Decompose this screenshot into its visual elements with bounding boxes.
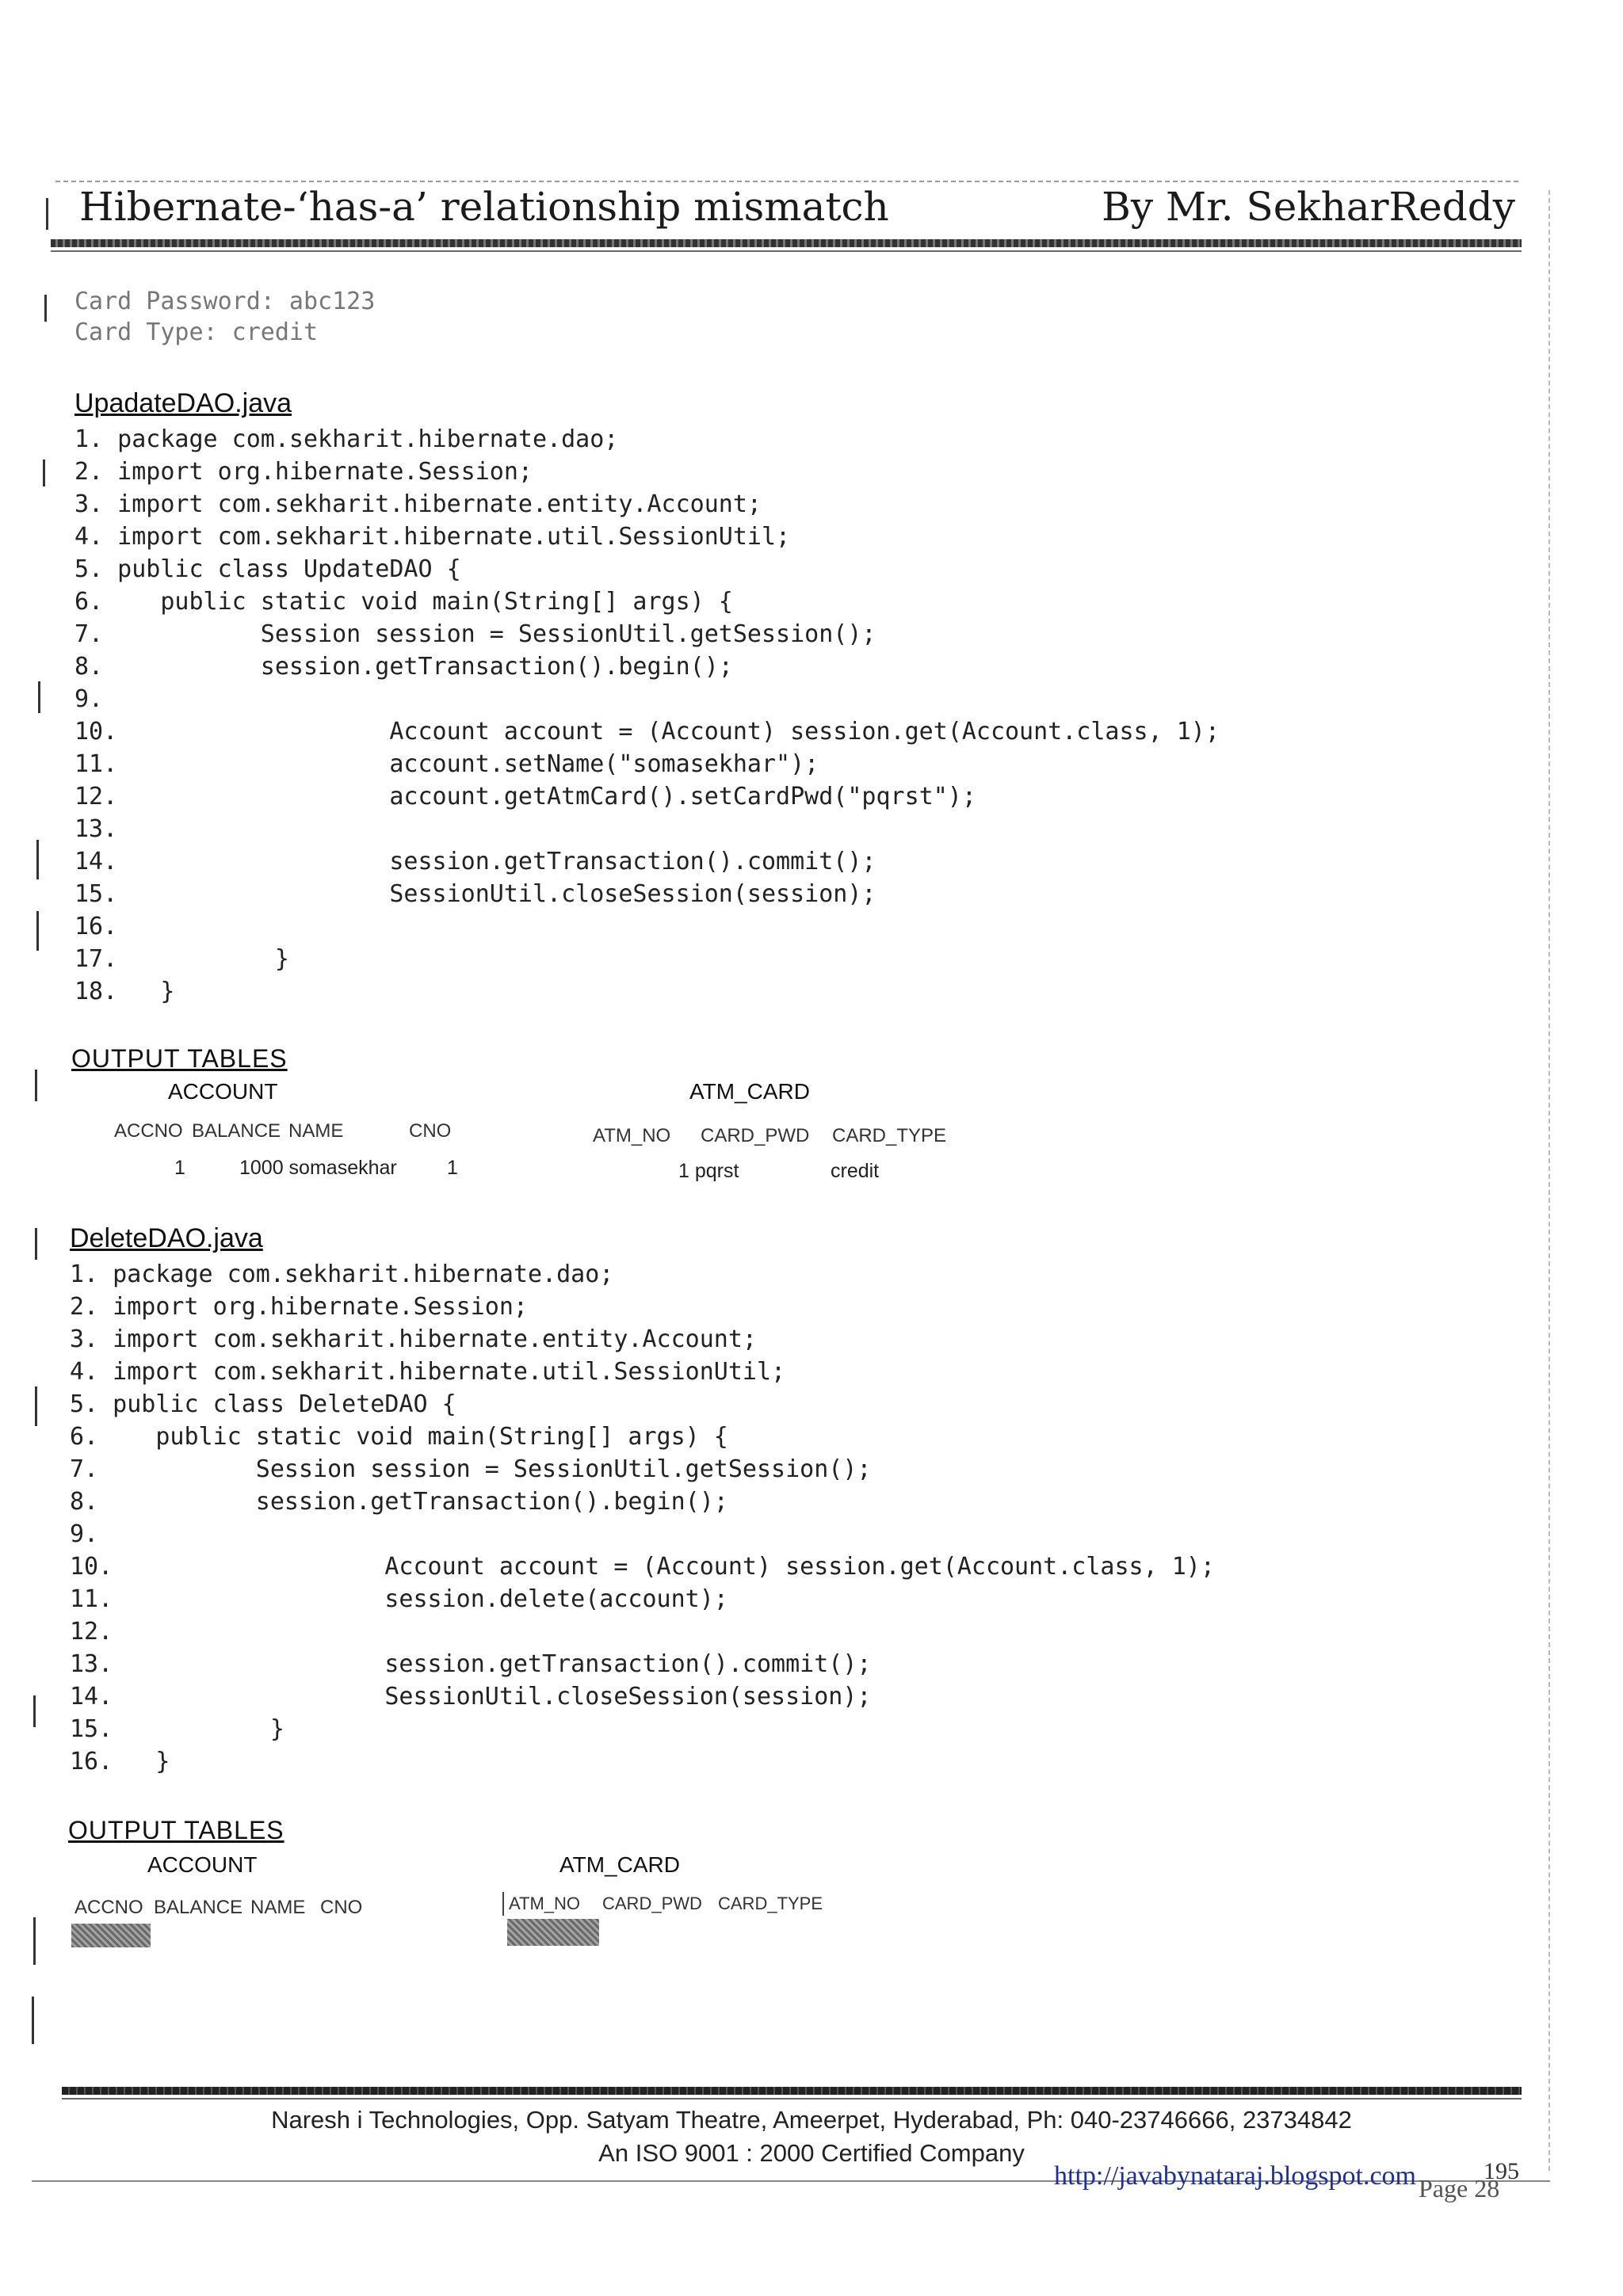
header-rule	[51, 250, 1522, 252]
output-tables-title: OUTPUT TABLES	[68, 1816, 285, 1844]
margin-mark	[38, 681, 40, 713]
column-header: BALANCE	[154, 1897, 243, 1918]
code-line: 12.	[70, 1618, 113, 1646]
footer-rule	[62, 2087, 1522, 2095]
code-line: 16.	[74, 913, 118, 940]
code-line: 13.	[74, 815, 118, 843]
page-title: Hibernate-‘has-a’ relationship mismatch	[79, 184, 889, 230]
table-cell: 1 pqrst	[678, 1160, 739, 1182]
code-line: 10. Account account = (Account) session.get(Account.class, 1);	[74, 718, 1220, 746]
code-line: 9.	[74, 685, 104, 713]
column-header: NAME	[288, 1120, 344, 1142]
author-name: By Mr. SekharReddy	[1102, 184, 1515, 230]
section-title-delete: DeleteDAO.java	[70, 1223, 263, 1253]
margin-mark	[44, 295, 47, 322]
column-header: ATM_NO	[593, 1125, 671, 1146]
code-block-update	[74, 423, 1220, 1008]
table-title-account: ACCOUNT	[168, 1079, 278, 1104]
code-line: 11. session.delete(account);	[70, 1585, 728, 1613]
table-title-account: ACCOUNT	[147, 1852, 258, 1877]
console-output-line: Card Type: credit	[74, 318, 319, 346]
footer-address: Naresh i Technologies, Opp. Satyam Theatre, Ameerpet, Hyderabad, Ph: 040-23746666, 23734842	[271, 2106, 1352, 2134]
margin-mark	[36, 840, 39, 879]
section-title-update: UpadateDAO.java	[74, 388, 292, 418]
code-line: 2. import org.hibernate.Session;	[74, 458, 533, 486]
table-title-atm-card: ATM_CARD	[559, 1852, 680, 1877]
code-line: 5. public class UpdateDAO {	[74, 555, 461, 583]
page-frame-right	[1549, 190, 1550, 2171]
code-line: 6. public static void main(String[] args) {	[74, 588, 733, 616]
margin-mark	[33, 1695, 36, 1727]
footer-certification: An ISO 9001 : 2000 Certified Company	[598, 2139, 1025, 2167]
column-header: CNO	[409, 1120, 452, 1142]
code-line: 8. session.getTransaction().begin();	[70, 1488, 728, 1516]
code-line: 13. session.getTransaction().commit();	[70, 1650, 872, 1678]
code-line: 7. Session session = SessionUtil.getSession();	[70, 1455, 872, 1483]
table-divider	[502, 1892, 504, 1916]
margin-mark	[46, 198, 48, 230]
code-line: 15. SessionUtil.closeSession(session);	[74, 880, 876, 908]
column-header: CARD_PWD	[602, 1894, 702, 1913]
code-line: 3. import com.sekharit.hibernate.entity.Account;	[74, 490, 762, 518]
code-line: 10. Account account = (Account) session.get(Account.class, 1);	[70, 1553, 1215, 1581]
column-header: ACCNO	[74, 1897, 143, 1918]
column-header: BALANCE	[192, 1120, 281, 1142]
code-line: 8. session.getTransaction().begin();	[74, 653, 733, 681]
empty-row-marker	[71, 1924, 151, 1947]
column-header: ACCNO	[114, 1120, 183, 1142]
margin-mark	[36, 911, 39, 951]
header-rule	[51, 239, 1522, 247]
footer-rule	[62, 2098, 1522, 2100]
code-line: 17. }	[74, 945, 289, 973]
table-cell: credit	[831, 1160, 880, 1182]
code-line: 3. import com.sekharit.hibernate.entity.Account;	[70, 1325, 757, 1353]
code-line: 12. account.getAtmCard().setCardPwd("pqrst");	[74, 783, 976, 810]
code-line: 14. session.getTransaction().commit();	[74, 848, 876, 875]
code-line: 6. public static void main(String[] args) {	[70, 1423, 728, 1451]
column-header: ATM_NO	[509, 1894, 581, 1913]
code-line: 5. public class DeleteDAO {	[70, 1390, 456, 1418]
margin-mark	[35, 1386, 37, 1426]
table-cell: 1000 somasekhar	[239, 1157, 397, 1179]
margin-mark	[35, 1228, 37, 1260]
margin-mark	[32, 1997, 34, 2044]
code-line: 1. package com.sekharit.hibernate.dao;	[70, 1261, 614, 1288]
margin-mark	[33, 1917, 36, 1965]
code-line: 14. SessionUtil.closeSession(session);	[70, 1683, 872, 1711]
margin-mark	[35, 1070, 37, 1101]
page-label: Page 28	[1419, 2174, 1500, 2203]
empty-row-marker	[507, 1919, 599, 1946]
console-output-line: Card Password: abc123	[74, 288, 376, 315]
code-line: 4. import com.sekharit.hibernate.util.SessionUtil;	[70, 1358, 786, 1386]
page-number: 195	[1484, 2158, 1519, 2184]
column-header: CARD_TYPE	[718, 1894, 823, 1913]
code-block-delete	[70, 1258, 1215, 1778]
column-header: CARD_PWD	[701, 1125, 810, 1146]
code-line: 2. import org.hibernate.Session;	[70, 1293, 528, 1321]
column-header: NAME	[250, 1897, 306, 1918]
output-tables-title: OUTPUT TABLES	[71, 1044, 288, 1073]
table-cell: 1	[447, 1157, 458, 1179]
code-line: 7. Session session = SessionUtil.getSession();	[74, 620, 876, 648]
code-line: 18. }	[74, 978, 175, 1005]
margin-mark	[43, 460, 45, 486]
code-line: 11. account.setName("somasekhar");	[74, 750, 819, 778]
column-header: CARD_TYPE	[832, 1125, 947, 1146]
column-header: CNO	[320, 1897, 363, 1918]
blog-url[interactable]: http://javabynataraj.blogspot.com	[1054, 2161, 1417, 2191]
code-line: 9.	[70, 1520, 99, 1548]
table-title-atm-card: ATM_CARD	[689, 1079, 810, 1104]
code-line: 16. }	[70, 1748, 170, 1775]
code-line: 4. import com.sekharit.hibernate.util.SessionUtil;	[74, 523, 791, 551]
table-cell: 1	[174, 1157, 185, 1179]
page-frame-top	[55, 181, 1518, 182]
code-line: 1. package com.sekharit.hibernate.dao;	[74, 425, 619, 453]
code-line: 15. }	[70, 1715, 285, 1743]
